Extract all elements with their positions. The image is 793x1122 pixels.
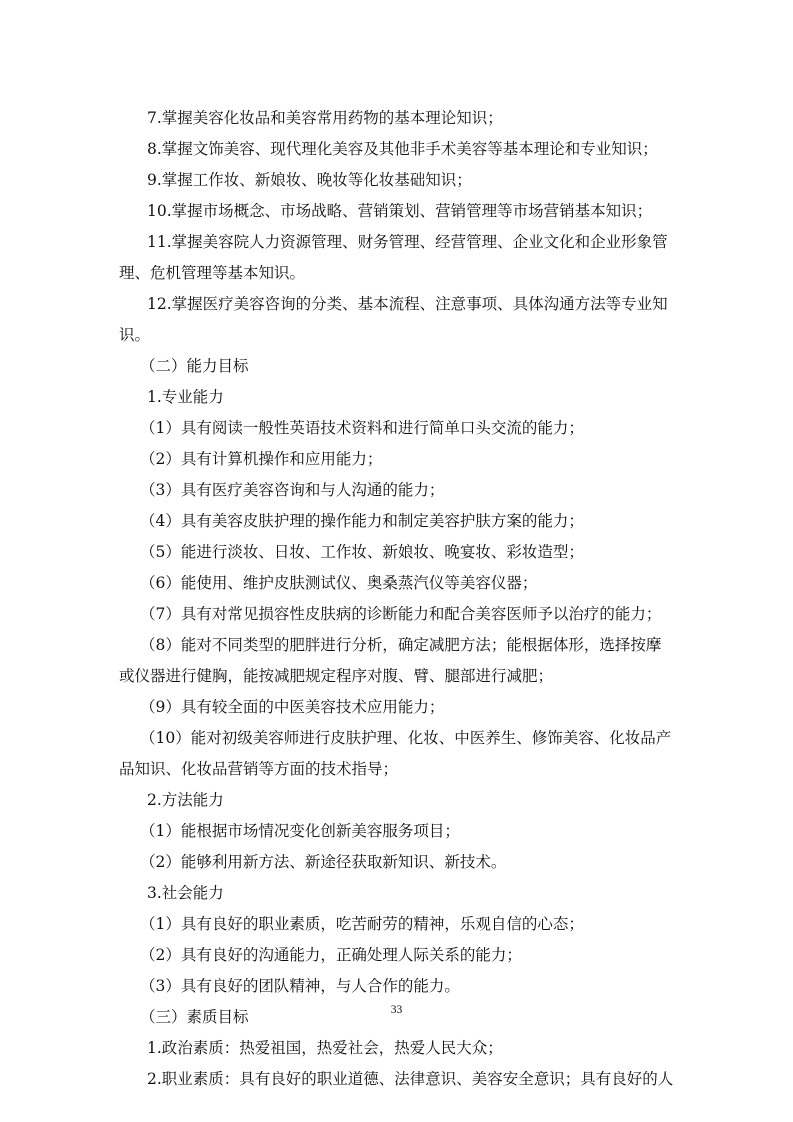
text-line-11: （1）具有阅读一般性英语技术资料和进行简单口头交流的能力；	[140, 419, 584, 437]
text-line-3: 9.掌握工作妆、新娘妆、晚妆等化妆基础知识；	[147, 171, 472, 189]
text-line-27: （1）具有良好的职业素质，吃苦耐劳的精神，乐观自信的心态；	[140, 915, 584, 933]
text-line-12: （2）具有计算机操作和应用能力；	[140, 450, 383, 468]
section-heading-quality: （三）素质目标	[140, 1008, 249, 1026]
text-line-4: 10.掌握市场概念、市场战略、营销策划、营销管理等市场营销基本知识；	[147, 202, 653, 220]
page-number: 33	[390, 1004, 403, 1016]
text-line-29: （3）具有良好的团队精神，与人合作的能力。	[140, 977, 460, 995]
text-line-18: （8）能对不同类型的肥胖进行分析，确定减肥方法；能根据体形，选择按摩	[140, 636, 662, 654]
text-line-28: （2）具有良好的沟通能力，正确处理人际关系的能力；	[140, 946, 522, 964]
subheading-method: 2.方法能力	[147, 791, 224, 809]
text-line-1: 7.掌握美容化妆品和美容常用药物的基本理论知识；	[147, 109, 503, 127]
text-line-14: （4）具有美容皮肤护理的操作能力和制定美容护肤方案的能力；	[140, 512, 584, 530]
text-line-6: 理、危机管理等基本知识。	[119, 264, 306, 282]
text-line-20: （9）具有较全面的中医美容技术应用能力；	[140, 698, 445, 716]
text-line-16: （6）能使用、维护皮肤测试仪、奥桑蒸汽仪等美容仪器；	[140, 574, 538, 592]
text-line-32: 2.职业素质：具有良好的职业道德、法律意识、美容安全意识；具有良好的人	[147, 1070, 674, 1088]
text-line-15: （5）能进行淡妆、日妆、工作妆、新娘妆、晚宴妆、彩妆造型；	[140, 543, 584, 561]
text-line-8: 识。	[119, 326, 151, 344]
text-line-25: （2）能够利用新方法、新途径获取新知识、新技术。	[140, 853, 507, 871]
text-line-21: （10）能对初级美容师进行皮肤护理、化妆、中医养生、修饰美容、化妆品产	[140, 729, 672, 747]
text-line-7: 12.掌握医疗美容咨询的分类、基本流程、注意事项、具体沟通方法等专业知	[147, 295, 668, 313]
text-line-22: 品知识、化妆品营销等方面的技术指导；	[119, 760, 399, 778]
text-line-5: 11.掌握美容院人力资源管理、财务管理、经营管理、企业文化和企业形象管	[147, 233, 668, 251]
text-line-17: （7）具有对常见损容性皮肤病的诊断能力和配合美容医师予以治疗的能力；	[140, 605, 662, 623]
text-line-13: （3）具有医疗美容咨询和与人沟通的能力；	[140, 481, 445, 499]
text-line-2: 8.掌握文饰美容、现代理化美容及其他非手术美容等基本理论和专业知识；	[147, 140, 658, 158]
text-line-19: 或仪器进行健胸，能按减肥规定程序对腹、臂、腿部进行减肥；	[119, 667, 554, 685]
section-heading-ability: （二）能力目标	[140, 357, 249, 375]
subheading-professional: 1.专业能力	[147, 388, 224, 406]
text-line-24: （1）能根据市场情况变化创新美容服务项目；	[140, 822, 460, 840]
subheading-social: 3.社会能力	[147, 884, 224, 902]
text-line-31: 1.政治素质：热爱祖国，热爱社会，热爱人民大众；	[147, 1039, 503, 1057]
